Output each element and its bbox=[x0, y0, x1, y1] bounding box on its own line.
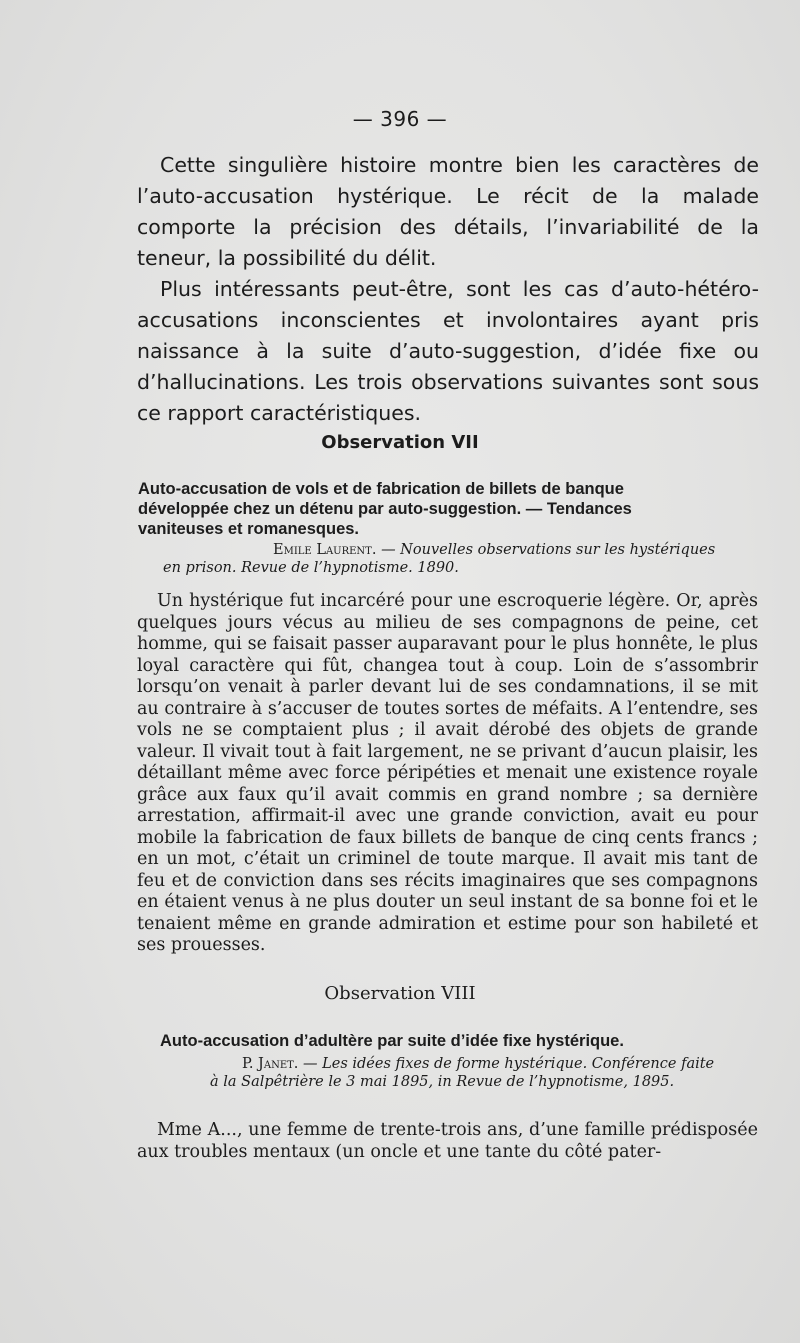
heading-line: vaniteuses et romanesques. bbox=[138, 520, 360, 538]
observation-8-body: Mme A..., une femme de trente-trois ans, d’une famille prédisposée aux troubles mentaux (un oncle et une tante du côté pater- bbox=[137, 1120, 758, 1162]
observation-8-heading: Auto-accusation d’adultère par suite d’idée fixe hystérique. bbox=[160, 1032, 624, 1050]
page-number: — 396 — bbox=[352, 107, 448, 131]
source-reference: — Les idées fixes de forme hystérique. Conférence faite bbox=[298, 1056, 715, 1072]
observation-7-source bbox=[143, 541, 763, 577]
observation-7-heading bbox=[138, 479, 756, 539]
source-reference: en prison. Revue de l’hypnotisme. 1890. bbox=[163, 560, 459, 576]
source-author: P. Janet. bbox=[242, 1056, 299, 1072]
intro-text bbox=[137, 150, 759, 429]
heading-line: développée chez un détenu par auto-suggestion. — Tendances bbox=[138, 500, 632, 518]
intro-paragraph: Plus intéressants peut-être, sont les cas d’auto-hétéro-accusations inconscientes et involontaires ayant pris naissance à la suite d’auto-suggestion, d’idée fixe ou d’hallucinations. Les trois observations suivantes sont sous ce rapport caractéristiques. bbox=[137, 277, 759, 425]
observation-8-title: Observation VIII bbox=[324, 983, 476, 1004]
source-author: Emile Laurent. bbox=[273, 542, 377, 558]
source-reference: à la Salpêtrière le 3 mai 1895, in Revue de l’hypnotisme, 1895. bbox=[210, 1074, 675, 1090]
intro-paragraph: Cette singulière histoire montre bien les caractères de l’auto-accusation hystérique. Le récit de la malade comporte la précision des détails, l’invariabilité de la teneur, la possibilité du délit. bbox=[137, 153, 759, 270]
source-reference: — Nouvelles observations sur les hystériques bbox=[376, 542, 716, 558]
observation-7-title: Observation VII bbox=[321, 432, 479, 453]
heading-line: Auto-accusation de vols et de fabrication de billets de banque bbox=[138, 480, 624, 498]
observation-8-source bbox=[210, 1055, 770, 1091]
observation-7-body: Un hystérique fut incarcéré pour une escroquerie légère. Or, après quelques jours vécus au milieu de ses compagnons de peine, cet homme, qui se faisait passer auparavant pour le plus honnête, le plus loyal caractère qui fût, changea tout à coup. Loin de s’assombrir lorsqu’on venait à parler devant lui de ses condamnations, il se mit au contraire à s’accuser de toutes sortes de méfaits. A l’entendre, ses vols ne se comptaient plus ; il avait dérobé des objets de grande valeur. Il vivait tout à fait largement, ne se privant d’aucun plaisir, les détaillant même avec force péripéties et menait une existence royale grâce aux faux qu’il avait commis en grand nombre ; sa dernière arrestation, affirmait-il avec une grande conviction, avait eu pour mobile la fabrication de faux billets de banque de cinq cents francs ; en un mot, c’était un criminel de toute marque. Il avait mis tant de feu et de conviction dans ses récits imaginaires que ses compagnons en étaient venus à ne plus douter un seul instant de sa bonne foi et le tenaient même en grande admiration et estime pour son habileté et ses prouesses. bbox=[137, 591, 758, 955]
